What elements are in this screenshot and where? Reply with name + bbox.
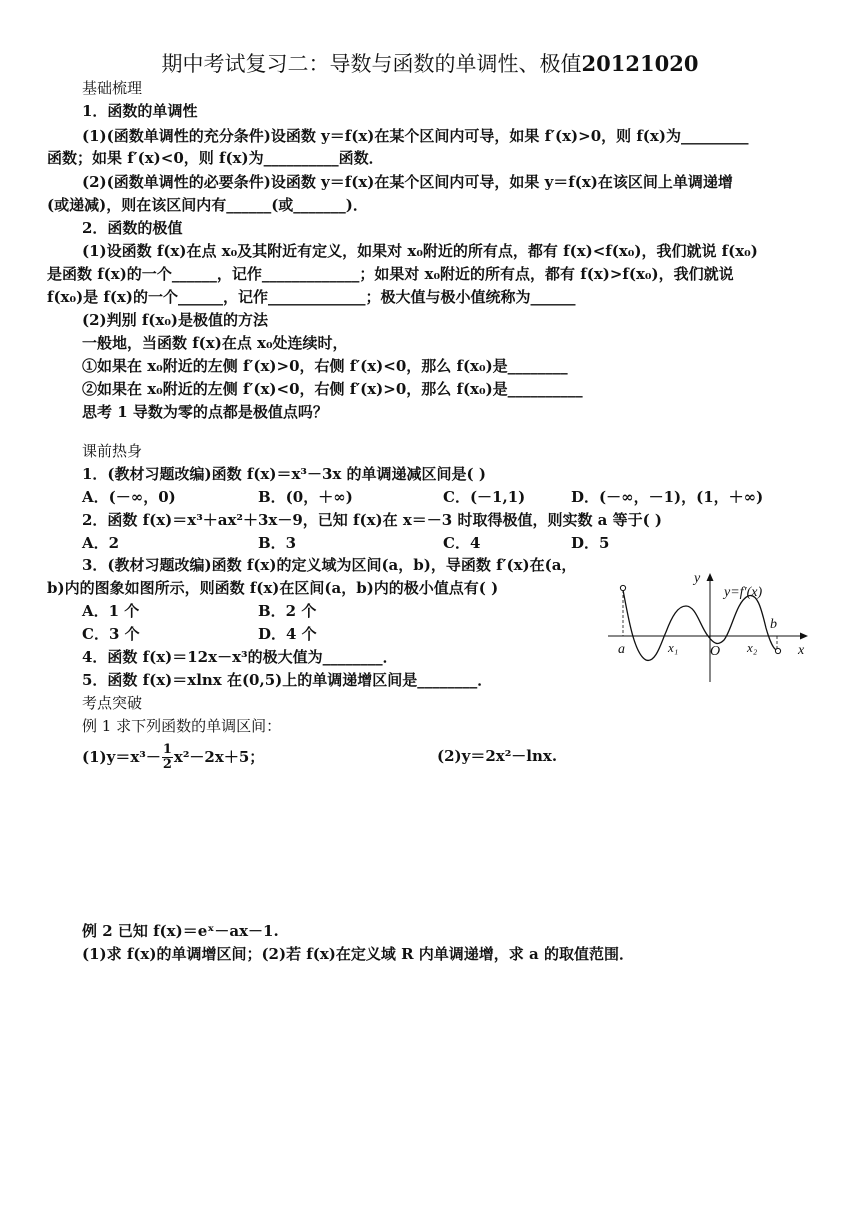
label-x2: x₂	[747, 640, 758, 655]
extreme-heading: 2．函数的极值	[82, 219, 183, 237]
q3-option-d: D．4 个	[258, 625, 317, 643]
example-1-part-1	[82, 737, 264, 777]
ext-2-line3: ②如果在 x₀附近的左侧 f′(x)<0，右侧 f′(x)>0，那么 f(x₀)是__________	[82, 380, 583, 398]
ex1-part1-suffix: x²－2x＋5；	[173, 748, 265, 766]
label-a: a	[618, 642, 625, 657]
monotonic-heading: 1．函数的单调性	[82, 102, 198, 120]
mono-1-line2: 函数；如果 f′(x)<0，则 f(x)为__________函数．	[47, 149, 384, 167]
q1-option-b: B．(0，＋∞)	[258, 488, 353, 506]
q1-option-c: C．(－1,1)	[443, 488, 526, 506]
section-basics: 基础梳理	[82, 79, 143, 97]
ex1-fraction-denominator: 2	[162, 756, 172, 772]
title-main: 期中考试复习二：导数与函数的单调性、极值	[161, 52, 582, 76]
origin-label: O	[710, 644, 721, 659]
ex1-part1-prefix: (1)y＝x³－	[82, 748, 161, 766]
ex1-fraction-numerator: 1	[162, 741, 172, 757]
ext-1-line3: f(x₀)是 f(x)的一个______，记作_____________；极大值与极小值统称为______	[47, 288, 576, 306]
endpoint-a	[620, 585, 625, 590]
q2-option-d: D．5	[571, 534, 610, 552]
q2-option-c: C．4	[443, 534, 481, 552]
endpoint-b	[775, 648, 780, 653]
mono-1-line1: (1)(函数单调性的充分条件)设函数 y＝f(x)在某个区间内可导，如果 f′(x)>0，则 f(x)为_________	[82, 127, 749, 145]
question-3-line2: b)内的图象如图所示，则函数 f(x)在区间(a，b)内的极小值点有( )	[47, 579, 499, 597]
ext-2-line1: 一般地，当函数 f(x)在点 x₀处连续时，	[82, 334, 348, 352]
mono-2-line2: (或递减)，则在该区间内有______(或_______)．	[47, 196, 368, 214]
question-2: 2．函数 f(x)＝x³＋ax²＋3x－9，已知 f(x)在 x＝－3 时取得极值，则实数 a 等于( )	[82, 511, 663, 529]
y-axis-label: y	[694, 571, 701, 586]
page-title	[0, 48, 860, 78]
section-warmup: 课前热身	[82, 442, 143, 460]
example-2-heading: 例 2 已知 f(x)＝eˣ－ax－1.	[82, 922, 279, 940]
q2-option-a: A．2	[82, 534, 120, 552]
question-4: 4．函数 f(x)＝12x－x³的极大值为________．	[82, 648, 398, 666]
example-1-part-2: (2)y＝2x²－lnx.	[437, 747, 558, 765]
q1-option-a: A．(－∞，0)	[82, 488, 176, 506]
x-axis-label: x	[798, 643, 805, 658]
ext-1-line2: 是函数 f(x)的一个______，记作_____________；如果对 x₀附近的所有点，都有 f(x)>f(x₀)，我们就说	[47, 265, 734, 283]
curve-label: y=f′(x)	[724, 585, 763, 600]
x-axis-arrow	[800, 633, 808, 640]
mono-2-line1: (2)(函数单调性的必要条件)设函数 y＝f(x)在某个区间内可导，如果 y＝f(x)在该区间上单调递增	[82, 173, 733, 191]
ex1-fraction	[162, 743, 173, 772]
question-5: 5．函数 f(x)＝xlnx 在(0,5)上的单调递增区间是________．	[82, 671, 493, 689]
question-3-line1: 3．(教材习题改编)函数 f(x)的定义域为区间(a，b)，导函数 f′(x)在(a，	[82, 556, 577, 574]
title-date: 20121020	[581, 51, 699, 76]
label-b: b	[770, 617, 777, 632]
example-1-heading: 例 1 求下列函数的单调区间：	[82, 717, 282, 735]
q2-option-b: B．3	[258, 534, 297, 552]
q3-option-a: A．1 个	[82, 602, 140, 620]
example-2-line: (1)求 f(x)的单调增区间；(2)若 f(x)在定义域 R 内单调递增，求 a 的取值范围．	[82, 945, 634, 963]
label-x1: x₁	[668, 640, 679, 655]
q3-option-b: B．2 个	[258, 602, 317, 620]
ext-2-heading: (2)判别 f(x₀)是极值的方法	[82, 311, 269, 329]
ext-1-line1: (1)设函数 f(x)在点 x₀及其附近有定义，如果对 x₀附近的所有点，都有 f(x)<f(x₀)，我们就说 f(x₀)	[82, 242, 758, 260]
derivative-graph	[604, 566, 816, 684]
q3-option-c: C．3 个	[82, 625, 140, 643]
question-1: 1．(教材习题改编)函数 f(x)＝x³－3x 的单调递减区间是( )	[82, 465, 486, 483]
think-1: 思考 1 导数为零的点都是极值点吗？	[82, 403, 328, 421]
section-key-points: 考点突破	[82, 694, 143, 712]
y-axis-arrow	[707, 573, 714, 581]
q1-option-d: D．(－∞，－1)，(1，＋∞)	[571, 488, 764, 506]
ext-2-line2: ①如果在 x₀附近的左侧 f′(x)>0，右侧 f′(x)<0，那么 f(x₀)是________	[82, 357, 568, 375]
